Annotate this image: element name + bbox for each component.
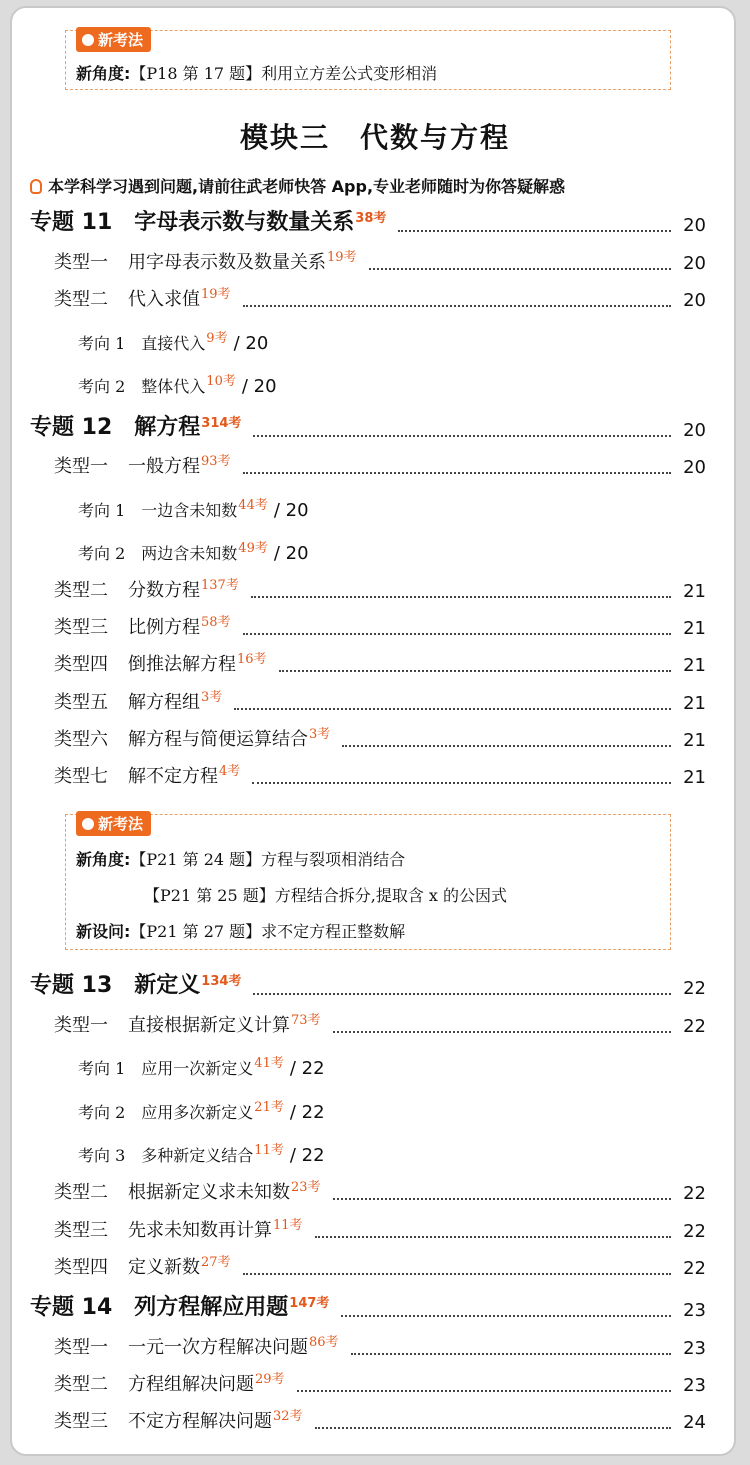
toc-entry-name: 分数方程: [128, 580, 200, 601]
toc-entry-name: 多种新定义结合: [141, 1146, 254, 1165]
exam-count-badge: 314考: [201, 416, 242, 431]
dot-leader: [243, 1273, 671, 1275]
page-number: / 22: [289, 1102, 325, 1123]
dot-leader: [297, 1390, 671, 1392]
toc-type-row[interactable]: [54, 688, 706, 718]
exam-count-badge: 32考: [273, 1409, 303, 1424]
toc-entry-name: 两边含未知数: [141, 544, 238, 563]
page-number: / 20: [273, 500, 309, 521]
toc-entry-title: [54, 450, 231, 478]
page-number: 22: [683, 1016, 706, 1037]
exam-count-badge: 3考: [309, 727, 331, 742]
toc-entry-title: [30, 410, 241, 441]
toc-entry-title: [54, 686, 222, 714]
toc-entry-title: [54, 648, 267, 676]
toc-entry-code: 类型五: [54, 692, 108, 713]
exam-count-badge: 3考: [201, 690, 223, 705]
toc-type-row[interactable]: [54, 1178, 706, 1208]
toc-entry-title: [54, 1368, 285, 1396]
toc-type-row[interactable]: [54, 452, 706, 482]
toc-entry-code: 类型二: [54, 1374, 108, 1395]
exam-count-badge: 38考: [355, 211, 387, 226]
toc-entry-name: 直接代入: [141, 334, 206, 353]
box2-line-3: 新设问:【P21 第 27 题】求不定方程正整数解: [76, 922, 406, 941]
exam-count-badge: 41考: [254, 1056, 284, 1071]
toc-entry-name: 应用多次新定义: [141, 1103, 254, 1122]
exam-count-badge: 134考: [201, 974, 242, 989]
toc-entry-code: 专题 12: [30, 415, 113, 440]
page-number: 23: [683, 1338, 706, 1359]
page-number: 21: [683, 618, 706, 639]
new-method-badge: 新考法: [76, 811, 151, 836]
toc-entry-name: 倒推法解方程: [128, 654, 236, 675]
toc-entry-title: [54, 246, 357, 274]
page-number: 21: [683, 581, 706, 602]
toc-topic-row[interactable]: [30, 415, 706, 445]
toc-entry-title: [78, 1052, 325, 1079]
page-number: 22: [683, 1221, 706, 1242]
dot-leader: [251, 596, 671, 598]
exam-count-badge: 58考: [201, 615, 231, 630]
exam-count-badge: 93考: [201, 454, 231, 469]
new-method-badge: 新考法: [76, 27, 151, 52]
toc-entry-title: [54, 283, 231, 311]
toc-type-row[interactable]: [54, 1333, 706, 1363]
dot-leader: [333, 1198, 671, 1200]
toc-type-row[interactable]: [54, 1407, 706, 1437]
toc-type-row[interactable]: [54, 1370, 706, 1400]
toc-type-row[interactable]: [54, 1253, 706, 1283]
dot-leader: [279, 670, 671, 672]
toc-entry-title: [54, 1405, 303, 1433]
dot-leader: [243, 633, 671, 635]
toc-entry-title: [78, 537, 309, 564]
page-number: / 20: [273, 543, 309, 564]
exam-count-badge: 19考: [327, 250, 357, 265]
page-number: 21: [683, 693, 706, 714]
toc-entry-name: 不定方程解决问题: [128, 1411, 272, 1432]
page-number: 21: [683, 655, 706, 676]
page-number: / 20: [233, 333, 269, 354]
page-number: 20: [683, 215, 706, 236]
toc-entry-name: 列方程解应用题: [134, 1295, 289, 1320]
dot-leader: [253, 993, 671, 995]
toc-entry-title: [78, 1139, 325, 1166]
page-number: 24: [683, 1412, 706, 1433]
notice-line: 本学科学习遇到问题,请前往武老师快答 App,专业老师随时为你答疑解惑: [30, 174, 565, 197]
toc-entry-name: 先求未知数再计算: [128, 1220, 272, 1241]
toc-entry-code: 专题 13: [30, 973, 113, 998]
toc-entry-title: [54, 723, 330, 751]
exam-count-badge: 10考: [206, 374, 236, 389]
toc-type-row[interactable]: [54, 576, 706, 606]
exam-count-badge: 44考: [238, 498, 268, 513]
exam-count-badge: 29考: [255, 1372, 285, 1387]
page-number: 22: [683, 978, 706, 999]
module-title: 模块三 代数与方程: [239, 121, 510, 154]
dot-leader: [234, 708, 671, 710]
toc-entry-title: [78, 494, 309, 521]
exam-count-badge: 86考: [309, 1335, 339, 1350]
toc-entry-code: 考向 2: [78, 377, 126, 396]
toc-entry-code: 类型二: [54, 1182, 108, 1203]
box2-line-1: 新角度:【P21 第 24 题】方程与裂项相消结合: [76, 850, 406, 869]
toc-entry-title: [54, 574, 239, 602]
toc-entry-code: 类型三: [54, 617, 108, 638]
toc-entry-code: 类型一: [54, 1337, 108, 1358]
toc-entry-name: 方程组解决问题: [128, 1374, 254, 1395]
toc-entry-code: 专题 14: [30, 1295, 113, 1320]
toc-entry-name: 定义新数: [128, 1257, 200, 1278]
toc-entry-title: [54, 760, 240, 788]
toc-entry-code: 类型一: [54, 456, 108, 477]
toc-entry-code: 考向 2: [78, 544, 126, 563]
bulb-icon: [82, 34, 94, 46]
toc-entry-name: 应用一次新定义: [141, 1059, 254, 1078]
toc-entry-title: [54, 1009, 321, 1037]
page-number: 23: [683, 1300, 706, 1321]
exam-count-badge: 137考: [201, 578, 239, 593]
toc-entry-name: 一边含未知数: [141, 501, 238, 520]
toc-entry-title: [54, 611, 231, 639]
page-number: 21: [683, 767, 706, 788]
box2-line-2: 【P21 第 25 题】方程结合拆分,提取含 x 的公因式: [144, 886, 508, 905]
toc-type-row[interactable]: [54, 650, 706, 680]
toc-entry-code: 类型二: [54, 580, 108, 601]
toc-type-row[interactable]: [54, 285, 706, 315]
toc-entry-name: 一般方程: [128, 456, 200, 477]
page-number: 20: [683, 457, 706, 478]
toc-entry-code: 考向 1: [78, 334, 126, 353]
toc-type-row[interactable]: [54, 613, 706, 643]
page-number: 20: [683, 290, 706, 311]
toc-type-row[interactable]: [54, 1011, 706, 1041]
toc-entry-name: 新定义: [134, 973, 201, 998]
exam-count-badge: 16考: [237, 652, 267, 667]
toc-entry-title: [54, 1331, 339, 1359]
toc-topic-row[interactable]: [30, 973, 706, 1003]
toc-entry-title: [78, 370, 277, 397]
toc-entry-code: 类型四: [54, 654, 108, 675]
exam-count-badge: 21考: [254, 1100, 284, 1115]
hand-icon: [30, 179, 42, 194]
exam-count-badge: 11考: [254, 1143, 284, 1158]
dot-leader: [252, 782, 671, 784]
exam-count-badge: 11考: [273, 1218, 303, 1233]
toc-topic-row[interactable]: [30, 1295, 706, 1325]
toc-entry-code: 类型二: [54, 289, 108, 310]
toc-entry-title: [30, 1290, 329, 1321]
page-number: 22: [683, 1258, 706, 1279]
toc-entry-title: [54, 1214, 303, 1242]
exam-count-badge: 147考: [289, 1296, 330, 1311]
toc-topic-row[interactable]: [30, 210, 706, 240]
dot-leader: [243, 305, 671, 307]
toc-entry-name: 整体代入: [141, 377, 206, 396]
toc-entry-title: [54, 1176, 321, 1204]
toc-entry-name: 一元一次方程解决问题: [128, 1337, 308, 1358]
dot-leader: [243, 472, 671, 474]
toc-entry-code: 类型六: [54, 729, 108, 750]
exam-count-badge: 4考: [219, 764, 241, 779]
toc-entry-code: 考向 1: [78, 1059, 126, 1078]
page-number: / 22: [289, 1058, 325, 1079]
toc-entry-name: 用字母表示数及数量关系: [128, 252, 326, 273]
toc-entry-code: 考向 1: [78, 501, 126, 520]
toc-entry-name: 字母表示数与数量关系: [134, 210, 355, 235]
toc-entry-code: 考向 3: [78, 1146, 126, 1165]
new-method-box-1: [65, 30, 671, 90]
toc-entry-code: 类型一: [54, 252, 108, 273]
toc-entry-code: 考向 2: [78, 1103, 126, 1122]
toc-type-row[interactable]: [54, 725, 706, 755]
toc-entry-code: 类型七: [54, 766, 108, 787]
toc-entry-code: 类型四: [54, 1257, 108, 1278]
toc-entry-code: 类型三: [54, 1411, 108, 1432]
toc-entry-name: 直接根据新定义计算: [128, 1015, 290, 1036]
exam-count-badge: 9考: [206, 331, 228, 346]
page-number: / 22: [289, 1145, 325, 1166]
bulb-icon: [82, 818, 94, 830]
new-method-box-2: [65, 814, 671, 950]
page-number: 22: [683, 1183, 706, 1204]
dot-leader: [398, 230, 671, 232]
page-number: / 20: [241, 376, 277, 397]
exam-count-badge: 27考: [201, 1255, 231, 1270]
exam-count-badge: 23考: [291, 1180, 321, 1195]
dot-leader: [315, 1427, 671, 1429]
toc-entry-title: [78, 1096, 325, 1123]
box1-line: 新角度:【P18 第 17 题】利用立方差公式变形相消: [76, 64, 438, 83]
toc-entry-code: 类型三: [54, 1220, 108, 1241]
page-number: 20: [683, 253, 706, 274]
dot-leader: [333, 1031, 671, 1033]
toc-entry-title: [30, 968, 241, 999]
toc-entry-name: 比例方程: [128, 617, 200, 638]
toc-entry-name: 根据新定义求未知数: [128, 1182, 290, 1203]
exam-count-badge: 19考: [201, 287, 231, 302]
page-number: 23: [683, 1375, 706, 1396]
toc-entry-name: 解方程: [134, 415, 201, 440]
toc-type-row[interactable]: [54, 1216, 706, 1246]
page-number: 20: [683, 420, 706, 441]
dot-leader: [369, 268, 671, 270]
toc-type-row[interactable]: [54, 248, 706, 278]
toc-type-row[interactable]: [54, 762, 706, 792]
toc-entry-name: 解方程与简便运算结合: [128, 729, 308, 750]
toc-entry-title: [30, 205, 386, 236]
dot-leader: [342, 745, 671, 747]
exam-count-badge: 49考: [238, 541, 268, 556]
page-number: 21: [683, 730, 706, 751]
dot-leader: [351, 1353, 671, 1355]
toc-entry-name: 解方程组: [128, 692, 200, 713]
toc-entry-title: [54, 1251, 231, 1279]
dot-leader: [253, 435, 671, 437]
dot-leader: [315, 1236, 671, 1238]
exam-count-badge: 73考: [291, 1013, 321, 1028]
toc-entry-code: 类型一: [54, 1015, 108, 1036]
toc-entry-name: 代入求值: [128, 289, 200, 310]
toc-entry-title: [78, 327, 268, 354]
toc-entry-code: 专题 11: [30, 210, 113, 235]
dot-leader: [341, 1315, 671, 1317]
toc-entry-name: 解不定方程: [128, 766, 218, 787]
